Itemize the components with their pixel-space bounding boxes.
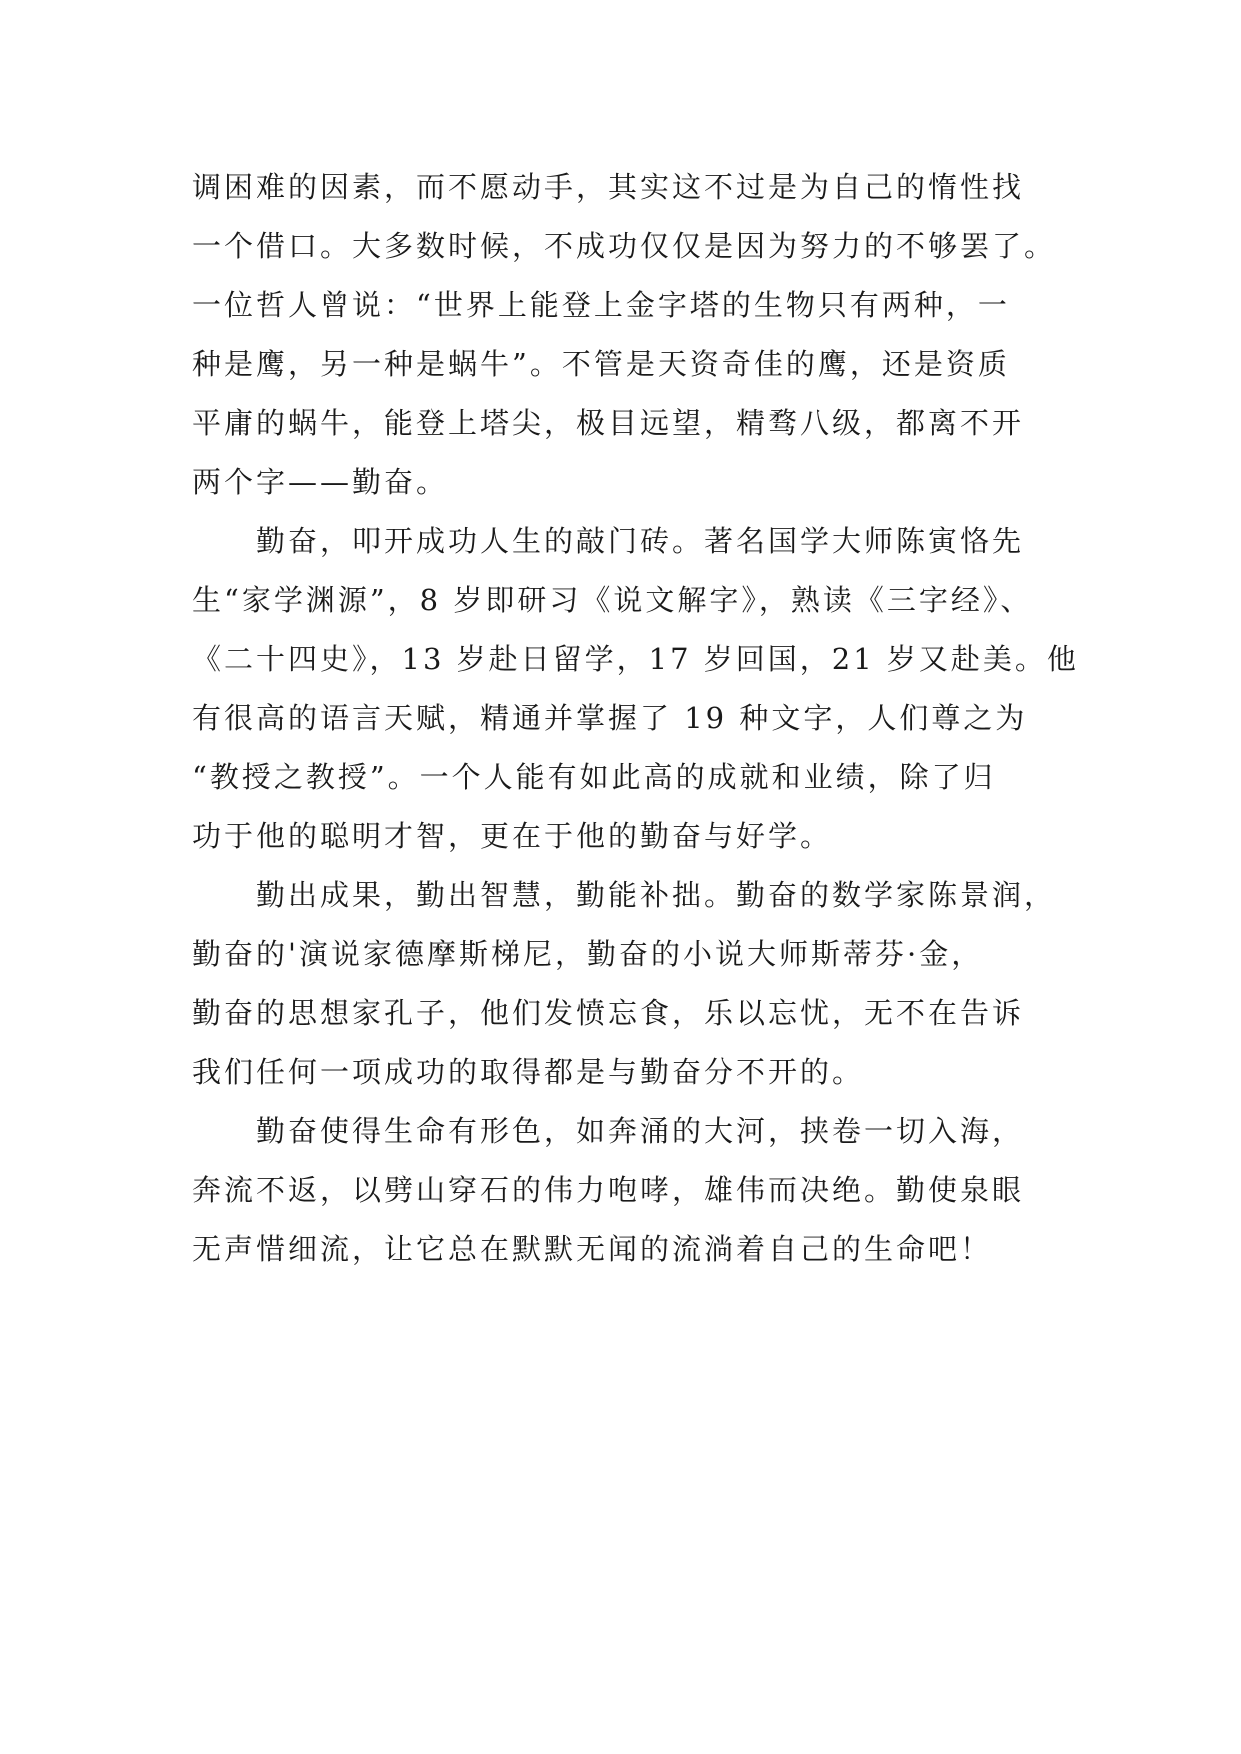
text-line: 平庸的蜗牛，能登上塔尖，极目远望，精骛八级，都离不开 [192, 406, 1025, 440]
text-line: 种是鹰，另一种是蜗牛”。不管是天资奇佳的鹰，还是资质 [192, 347, 1010, 381]
text-line: 《二十四史》，13 岁赴日留学，17 岁回国，21 岁又赴美。他 [192, 642, 1079, 676]
text-line: 无声惜细流，让它总在默默无闻的流淌着自己的生命吧！ [192, 1232, 993, 1266]
text-line: 功于他的聪明才智，更在于他的勤奋与好学。 [192, 819, 833, 853]
text-line: 勤奋，叩开成功人生的敲门砖。著名国学大师陈寅恪先 [256, 524, 1025, 558]
paragraph-1 [192, 158, 1057, 512]
text-line: 勤奋的思想家孔子，他们发愤忘食，乐以忘忧，无不在告诉 [192, 996, 1025, 1030]
text-line: 勤出成果，勤出智慧，勤能补拙。勤奋的数学家陈景润， [256, 878, 1057, 912]
text-line: 我们任何一项成功的取得都是与勤奋分不开的。 [192, 1055, 865, 1089]
text-line: 两个字——勤奋。 [192, 465, 449, 499]
text-line: “教授之教授”。一个人能有如此高的成就和业绩，除了归 [192, 760, 996, 794]
text-line: 勤奋使得生命有形色，如奔涌的大河，挟卷一切入海， [256, 1114, 1025, 1148]
text-line: 调困难的因素，而不愿动手，其实这不过是为自己的惰性找 [192, 170, 1025, 204]
text-line: 一位哲人曾说：“世界上能登上金字塔的生物只有两种，一 [192, 288, 1010, 322]
text-line: 勤奋的'演说家德摩斯梯尼，勤奋的小说大师斯蒂芬·金， [192, 937, 984, 971]
text-line: 生“家学渊源”，8 岁即研习《说文解字》，熟读《三字经》、 [192, 583, 1033, 617]
text-line: 奔流不返，以劈山穿石的伟力咆哮，雄伟而决绝。勤使泉眼 [192, 1173, 1025, 1207]
text-line: 一个借口。大多数时候，不成功仅仅是因为努力的不够罢了。 [192, 229, 1057, 263]
text-line: 有很高的语言天赋，精通并掌握了 19 种文字，人们尊之为 [192, 701, 1028, 735]
paragraph-3 [192, 866, 1057, 1102]
paragraph-4 [192, 1102, 1052, 1279]
document-body [192, 158, 1079, 1279]
paragraph-2 [192, 512, 1079, 866]
